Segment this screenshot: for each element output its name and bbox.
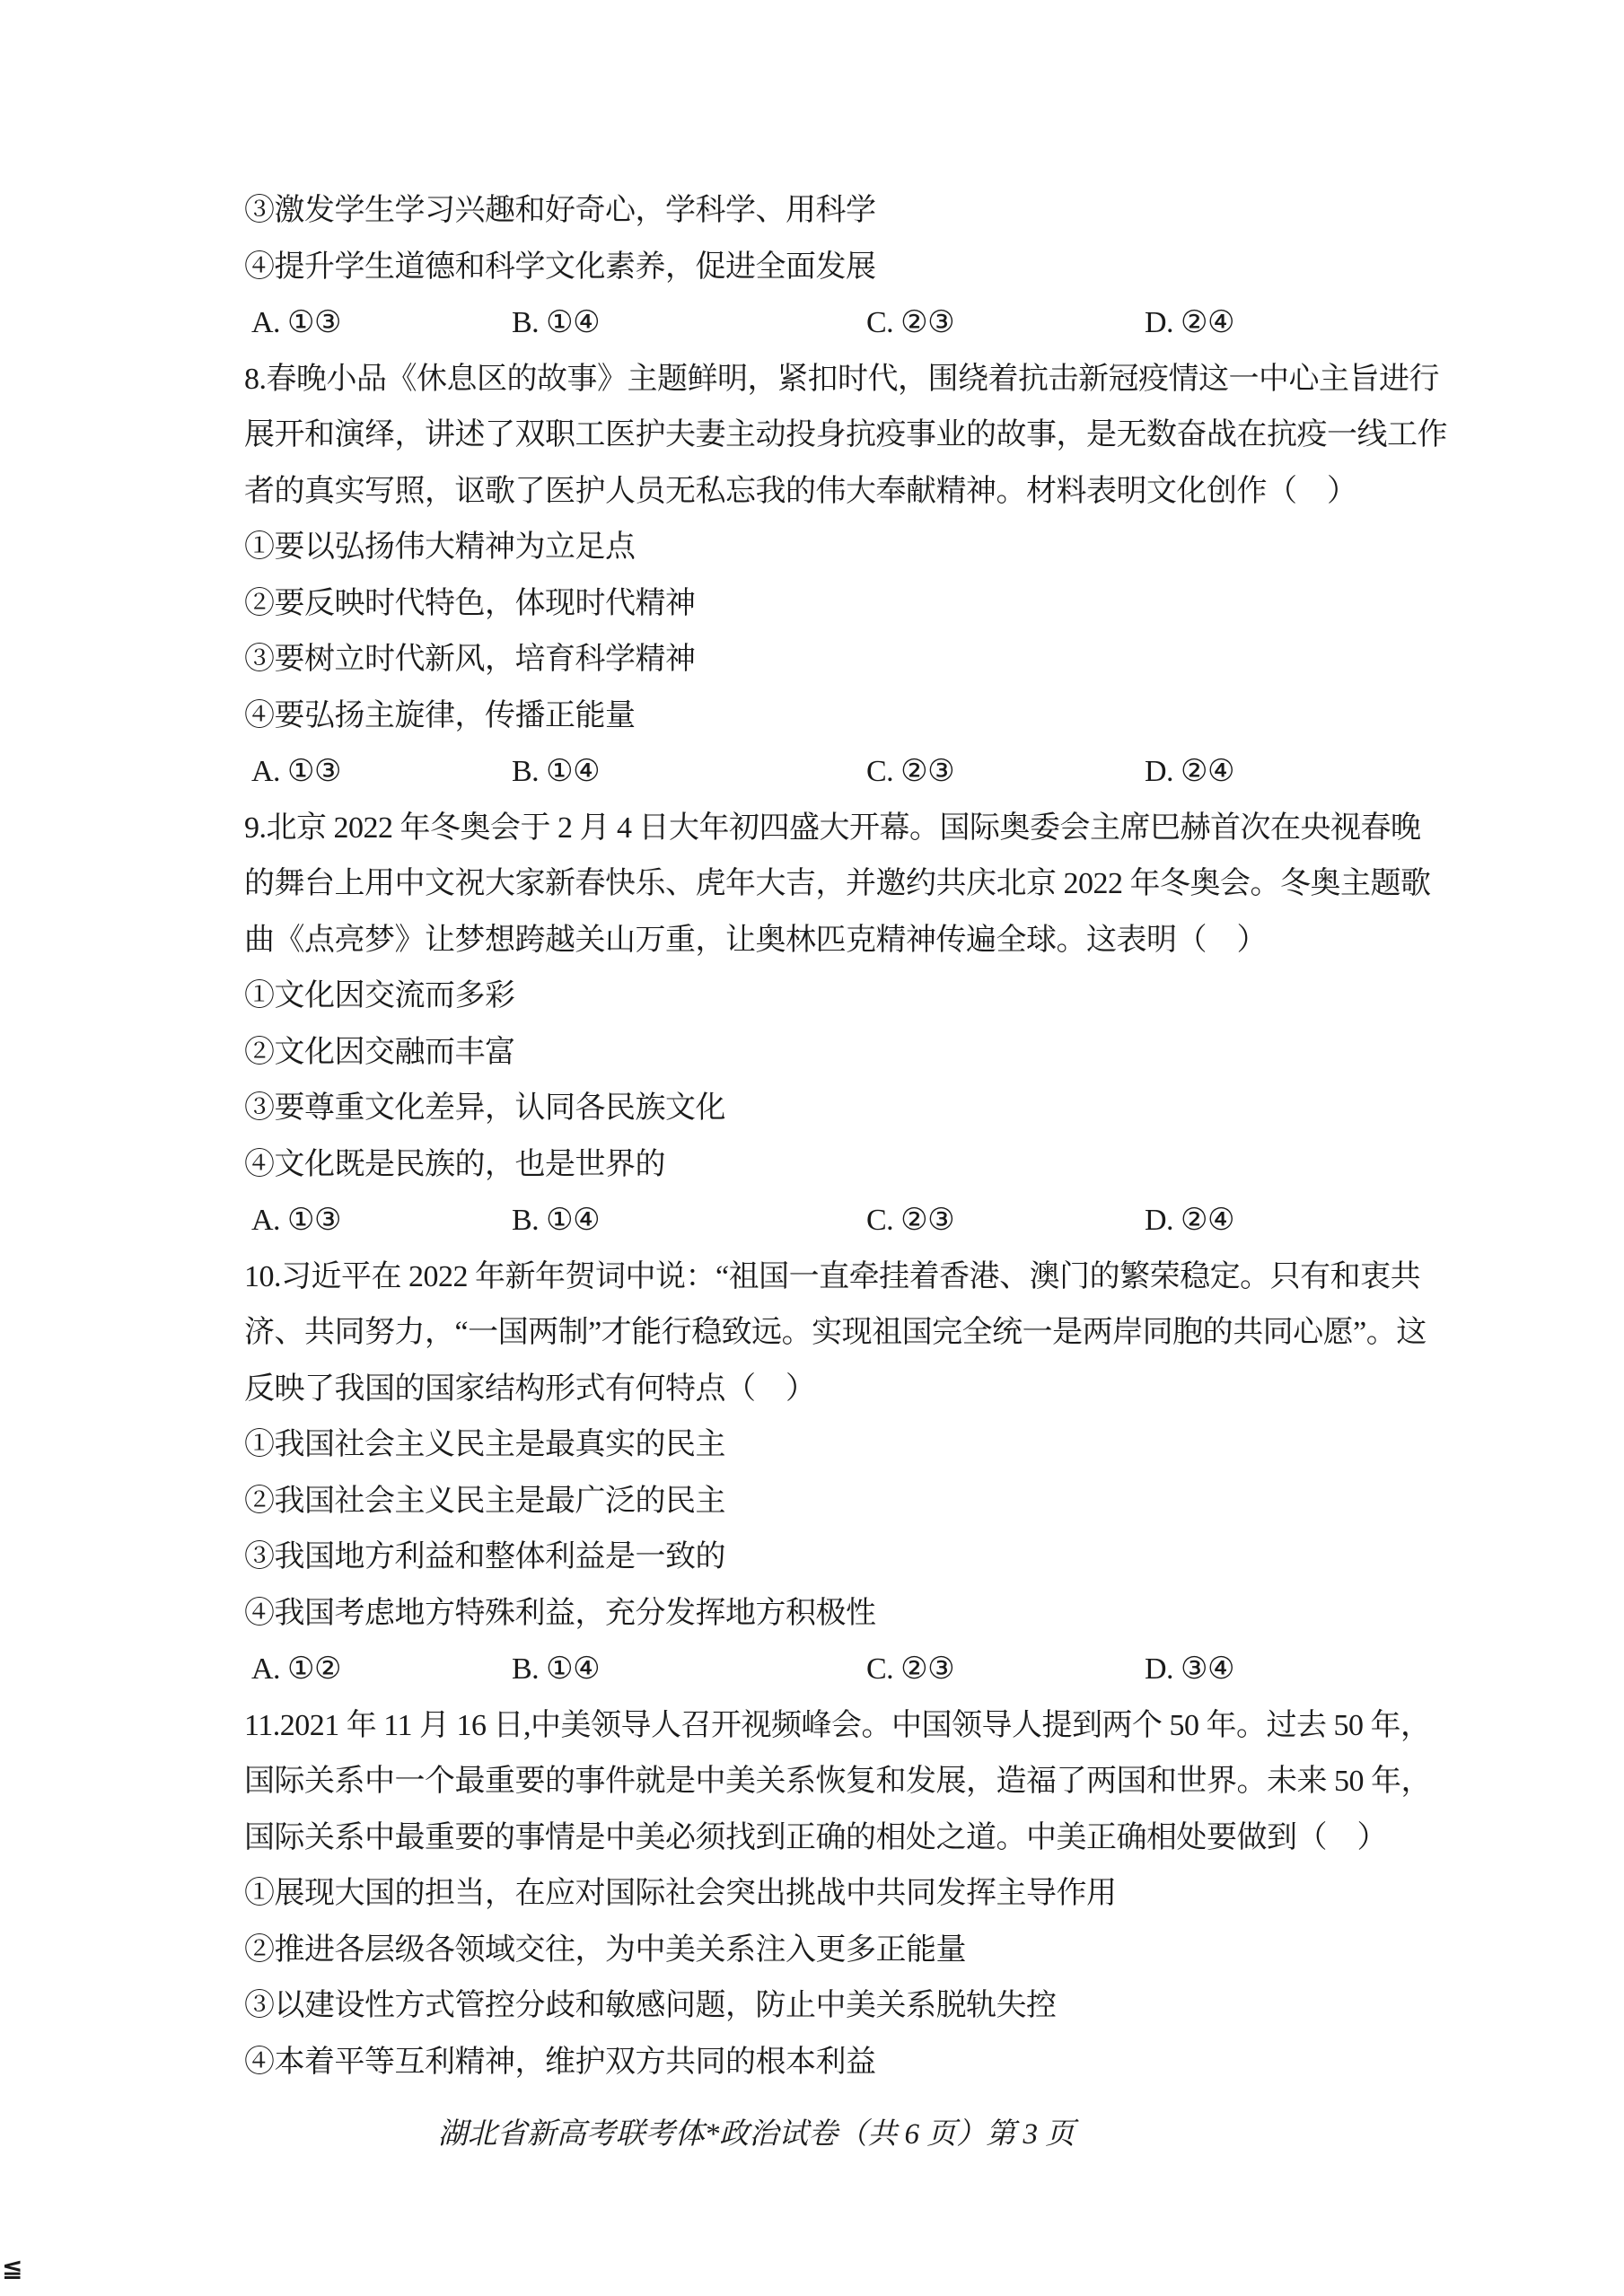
q7-answer-row xyxy=(244,295,1411,352)
q11-option-4: ④本着平等互利精神，维护双方共同的根本利益 xyxy=(244,2045,876,2079)
q8-option-4: ④要弘扬主旋律，传播正能量 xyxy=(244,698,636,732)
q10-stem-line-3: 反映了我国的国家结构形式有何特点（ ） xyxy=(244,1371,816,1406)
q11-option-3: ③以建设性方式管控分歧和敏感问题，防止中美关系脱轨失控 xyxy=(244,1989,1057,2022)
q7-answer-b: B. ①④ xyxy=(512,306,601,339)
q8-stem-line-3: 者的真实写照，讴歌了医护人员无私忘我的伟大奉献精神。材料表明文化创作（ ） xyxy=(244,474,1357,508)
q7-answer-d: D. ②④ xyxy=(1145,306,1235,339)
q7-option-4: ④提升学生道德和科学文化素养，促进全面发展 xyxy=(244,250,876,284)
q8-stem-line-1: 8.春晚小品《休息区的故事》主题鲜明，紧扣时代，围绕着抗击新冠疫情这一中心主旨进行 xyxy=(244,362,1439,396)
page-edge-artifact: ≦ xyxy=(2,2253,23,2283)
q9-answer-c: C. ②③ xyxy=(866,1204,955,1237)
q10-answer-b: B. ①④ xyxy=(512,1652,601,1686)
q8-option-2: ②要反映时代特色，体现时代精神 xyxy=(244,586,696,620)
exam-content xyxy=(244,183,1447,2090)
q8-answer-d: D. ②④ xyxy=(1145,755,1235,788)
q9-option-3: ③要尊重文化差异，认同各民族文化 xyxy=(244,1091,725,1125)
q10-answer-a: A. ①② xyxy=(251,1652,342,1686)
q9-option-1: ①文化因交流而多彩 xyxy=(244,979,515,1012)
q9-stem-line-1: 9.北京 2022 年冬奥会于 2 月 4 日大年初四盛大开幕。国际奥委会主席巴赫首次在央视春晚 xyxy=(244,811,1421,845)
q8-answer-b: B. ①④ xyxy=(512,755,601,788)
q11-stem-line-2: 国际关系中一个最重要的事件就是中美关系恢复和发展，造福了两国和世界。未来 50 年， xyxy=(244,1765,1431,1798)
q10-answer-d: D. ③④ xyxy=(1145,1652,1235,1686)
q10-option-3: ③我国地方利益和整体利益是一致的 xyxy=(244,1540,725,1573)
q10-option-2: ②我国社会主义民主是最广泛的民主 xyxy=(244,1484,725,1518)
q10-answer-c: C. ②③ xyxy=(866,1652,955,1686)
q10-answer-row xyxy=(244,1642,1411,1698)
q9-stem-line-2: 的舞台上用中文祝大家新春快乐、虎年大吉，并邀约共庆北京 2022 年冬奥会。冬奥主题歌 xyxy=(244,867,1431,900)
q9-option-2: ②文化因交融而丰富 xyxy=(244,1035,515,1069)
q8-option-3: ③要树立时代新风，培育科学精神 xyxy=(244,643,696,676)
q9-answer-d: D. ②④ xyxy=(1145,1204,1235,1237)
q8-stem-line-2: 展开和演绎，讲述了双职工医护夫妻主动投身抗疫事业的故事，是无数奋战在抗疫一线工作 xyxy=(244,418,1447,451)
q7-answer-a: A. ①③ xyxy=(251,306,342,339)
q10-option-1: ①我国社会主义民主是最真实的民主 xyxy=(244,1428,725,1461)
q7-answer-c: C. ②③ xyxy=(866,306,955,339)
q9-answer-b: B. ①④ xyxy=(512,1204,601,1237)
page-footer: 湖北省新高考联考体*政治试卷（共 6 页）第 3 页 xyxy=(437,2118,1075,2151)
q8-answer-a: A. ①③ xyxy=(251,755,342,788)
q8-answer-c: C. ②③ xyxy=(866,755,955,788)
q11-stem-line-3: 国际关系中最重要的事情是中美必须找到正确的相处之道。中美正确相处要做到（ ） xyxy=(244,1820,1387,1854)
q9-answer-row xyxy=(244,1193,1411,1249)
q9-answer-a: A. ①③ xyxy=(251,1204,342,1237)
q10-stem-line-2: 济、共同努力，“一国两制”才能行稳致远。实现祖国完全统一是两岸同胞的共同心愿”。这 xyxy=(244,1316,1426,1349)
q11-option-1: ①展现大国的担当，在应对国际社会突出挑战中共同发挥主导作用 xyxy=(244,1877,1117,1910)
q9-stem-line-3: 曲《点亮梦》让梦想跨越关山万重，让奥林匹克精神传遍全球。这表明（ ） xyxy=(244,923,1267,957)
q10-stem-line-1: 10.习近平在 2022 年新年贺词中说：“祖国一直牵挂着香港、澳门的繁荣稳定。只有和衷共 xyxy=(244,1259,1421,1293)
q11-option-2: ②推进各层级各领域交往，为中美关系注入更多正能量 xyxy=(244,1932,966,1967)
q8-answer-row xyxy=(244,744,1411,801)
q11-stem-line-1: 11.2021 年 11 月 16 日,中美领导人召开视频峰会。中国领导人提到两个 50 年。过去 50 年， xyxy=(244,1708,1431,1742)
q7-option-3: ③激发学生学习兴趣和好奇心，学科学、用科学 xyxy=(244,194,876,227)
q9-option-4: ④文化既是民族的，也是世界的 xyxy=(244,1147,665,1181)
q8-option-1: ①要以弘扬伟大精神为立足点 xyxy=(244,530,636,564)
q10-option-4: ④我国考虑地方特殊利益，充分发挥地方积极性 xyxy=(244,1596,876,1630)
